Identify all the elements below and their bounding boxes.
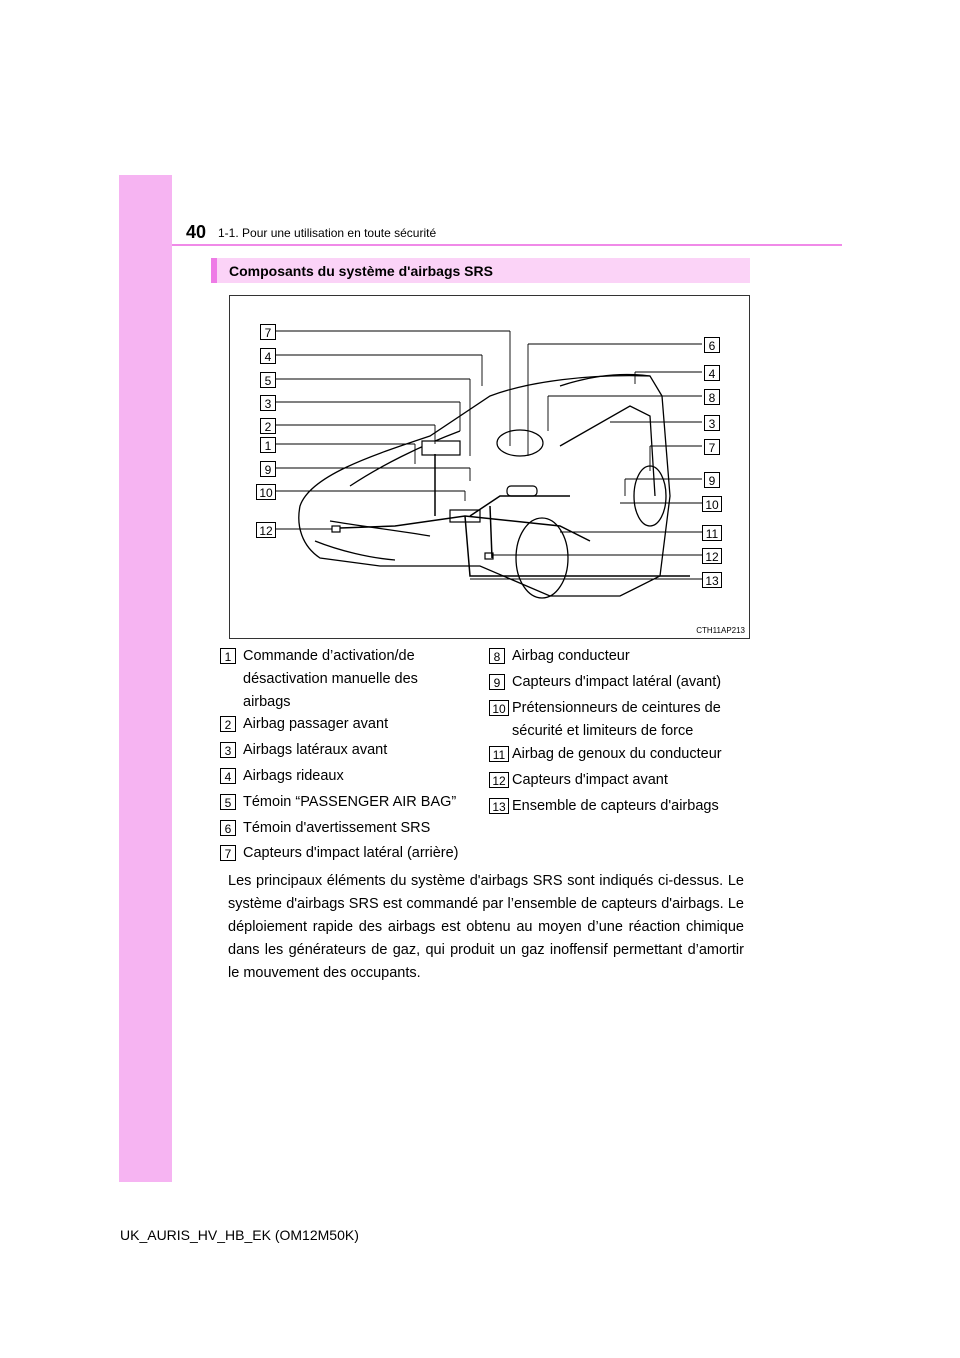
legend-text-line: Commande d’activation/de xyxy=(243,648,415,664)
callout-11: 11 xyxy=(702,525,722,541)
section-heading: Composants du système d'airbags SRS xyxy=(229,263,493,279)
callout-7: 7 xyxy=(260,324,276,340)
page-number: 40 xyxy=(186,222,207,242)
callout-7: 7 xyxy=(704,439,720,455)
legend-text-line: désactivation manuelle des xyxy=(243,671,418,687)
legend-num: 5 xyxy=(220,794,236,810)
airbag-diagram xyxy=(229,295,750,639)
side-tab xyxy=(119,175,172,1182)
legend-left xyxy=(220,645,472,865)
legend-num: 9 xyxy=(489,674,505,690)
legend-text-line: sécurité et limiteurs de force xyxy=(512,723,694,739)
legend-text: Témoin “PASSENGER AIR BAG” xyxy=(243,794,457,810)
legend-text: Airbags rideaux xyxy=(243,768,344,784)
callout-12: 12 xyxy=(256,522,276,538)
callout-9: 9 xyxy=(260,461,276,477)
callout-4: 4 xyxy=(704,365,720,381)
callout-3: 3 xyxy=(704,415,720,431)
callout-12: 12 xyxy=(702,548,722,564)
section-title: 1-1. Pour une utilisation en toute sécurité xyxy=(218,226,437,240)
legend-text: Airbag conducteur xyxy=(512,648,630,664)
callout-4: 4 xyxy=(260,348,276,364)
callout-10: 10 xyxy=(256,484,276,500)
callout-2: 2 xyxy=(260,418,276,434)
header-divider xyxy=(172,244,842,246)
legend-num: 10 xyxy=(489,700,509,716)
legend-num: 6 xyxy=(220,820,236,836)
legend-text-line: airbags xyxy=(243,694,291,710)
legend-num: 7 xyxy=(220,845,236,861)
legend-num: 1 xyxy=(220,648,236,664)
legend-num: 4 xyxy=(220,768,236,784)
callout-5: 5 xyxy=(260,372,276,388)
legend-text: Airbag de genoux du conducteur xyxy=(512,746,722,762)
legend-num: 12 xyxy=(489,772,509,788)
callout-9: 9 xyxy=(704,472,720,488)
legend-num: 8 xyxy=(489,648,505,664)
legend-right xyxy=(489,645,745,825)
legend-text: Ensemble de capteurs d'airbags xyxy=(512,798,719,814)
callout-10: 10 xyxy=(702,496,722,512)
legend-text-line: Prétensionneurs de ceintures de xyxy=(512,700,721,716)
legend-text: Capteurs d'impact latéral (arrière) xyxy=(243,845,459,861)
car-illustration xyxy=(230,296,749,638)
footer-model-code: UK_AURIS_HV_HB_EK (OM12M50K) xyxy=(120,1227,359,1243)
legend-text: Témoin d'avertissement SRS xyxy=(243,820,431,836)
legend-text: Capteurs d'impact latéral (avant) xyxy=(512,674,722,690)
legend-text: Airbag passager avant xyxy=(243,716,389,732)
legend-text: Capteurs d'impact avant xyxy=(512,772,668,788)
legend-num: 13 xyxy=(489,798,509,814)
callout-13: 13 xyxy=(702,572,722,588)
callout-8: 8 xyxy=(704,389,720,405)
callout-3: 3 xyxy=(260,395,276,411)
legend-num: 11 xyxy=(489,746,509,762)
section-heading-bar xyxy=(211,258,750,283)
legend-num: 2 xyxy=(220,716,236,732)
figure-code: CTH11AP213 xyxy=(696,626,745,635)
callout-1: 1 xyxy=(260,437,276,453)
callout-6: 6 xyxy=(704,337,720,353)
legend-text: Airbags latéraux avant xyxy=(243,742,388,758)
legend-num: 3 xyxy=(220,742,236,758)
body-paragraph: Les principaux éléments du système d'airbags SRS sont indiqués ci-dessus. Le système d'airbags SRS est commandé par l’ensemble de capteurs d'airbags. Le déploiement rapide des airbags est obtenu au moyen d’une réaction chimique dans les générateurs de gaz, qui produit un gaz inoffensif permettant d’amortir le mouvement des occupants. xyxy=(228,873,744,981)
